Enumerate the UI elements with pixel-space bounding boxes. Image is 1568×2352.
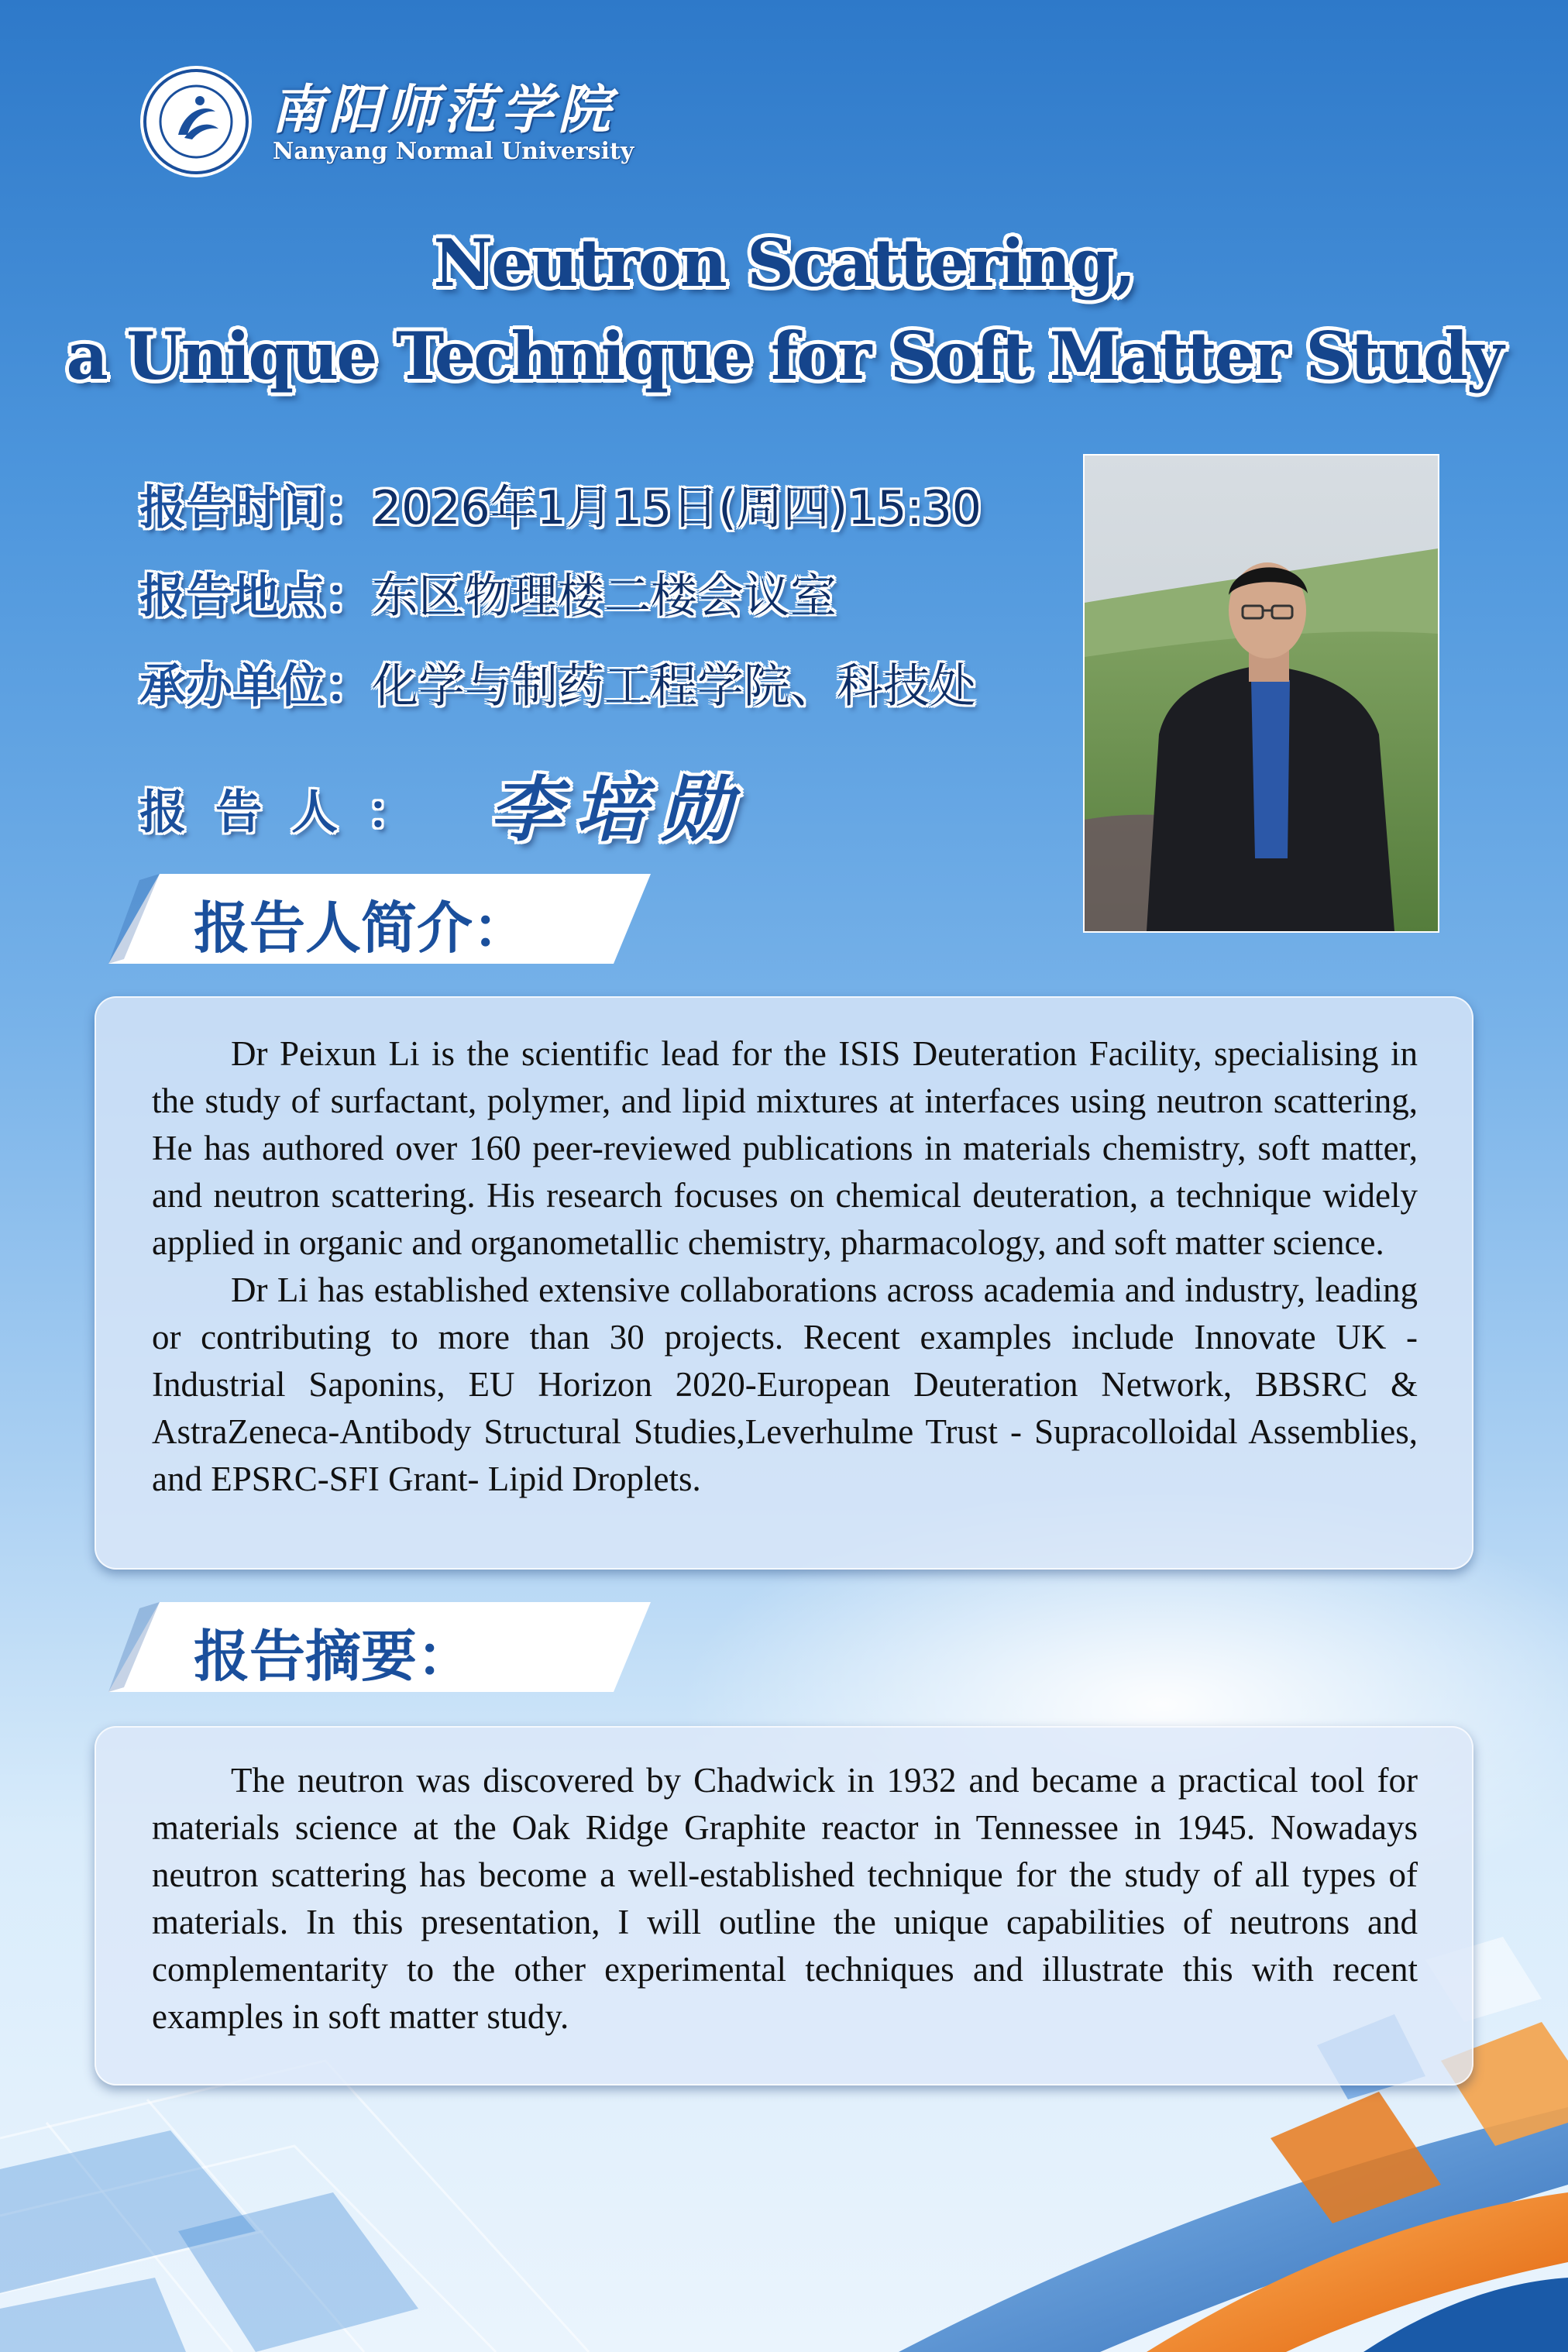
university-name-english: Nanyang Normal University <box>273 138 634 165</box>
time-label: 报告时间： <box>139 481 372 535</box>
abstract-heading <box>108 1602 651 1692</box>
info-time-row <box>139 471 982 538</box>
place-label: 报告地点： <box>139 569 372 624</box>
bio-paragraph-1: Dr Peixun Li is the scientific lead for the ISIS Deuteration Facility, specialising in the study of surfactant, polymer, and lipid mixtures at interfaces using neutron scattering, He has authored over 160 peer-reviewed publications in materials chemistry, soft matter, and neutron scattering. His research focuses on chemical deuteration, a technique widely applied in organic and organometallic chemistry, pharmacology, and soft matter science. <box>152 1034 1418 1262</box>
bio-paragraph-2: Dr Li has established extensive collaborations across academia and industry, leading or contributing to more than 30 projects. Recent examples include Innovate UK - Industrial Saponins, EU Horizon 2020-European Deuteration Network, BBSRC & AstraZeneca-Antibody Structural Studies,Leverhulme Trust - Supracolloidal Assemblies, and EPSRC-SFI Grant- Lipid Droplets. <box>152 1271 1418 1498</box>
time-value: 2026年1月15日(周四)15:30 <box>372 481 982 535</box>
speaker-intro-heading-text: 报告人简介： <box>194 896 529 961</box>
speaker-photo <box>1083 454 1439 933</box>
abstract-panel <box>95 1726 1473 2086</box>
university-name-chinese: 南阳师范学院 <box>271 79 616 141</box>
speaker-intro-heading <box>108 874 651 964</box>
university-seal-logo <box>138 64 254 180</box>
talk-title-line-1: Neutron Scattering, <box>433 225 1135 301</box>
abstract-heading-text: 报告摘要： <box>194 1624 473 1689</box>
info-host-row <box>139 649 976 716</box>
info-speaker-row <box>139 747 745 849</box>
abstract-paragraph: The neutron was discovered by Chadwick in 1932 and became a practical tool for materials science at the Oak Ridge Graphite reactor in Tennessee in 1945. Nowadays neutron scattering has become a well-established technique for the study of all types of materials. In this presentation, I will outline the unique capabilities of neutrons and complementarity to the other experimental techniques and illustrate this with recent examples in soft matter study. <box>152 1761 1418 2036</box>
speaker-bio-panel <box>95 996 1473 1570</box>
talk-title-line-2: a Unique Technique for Soft Matter Study <box>66 318 1502 394</box>
host-value: 化学与制药工程学院、科技处 <box>372 659 976 714</box>
place-value: 东区物理楼二楼会议室 <box>372 569 837 624</box>
info-place-row <box>139 559 837 626</box>
speaker-label: 报告人： <box>139 786 443 840</box>
speaker-name: 李培勋 <box>490 768 746 851</box>
host-label: 承办单位： <box>139 659 372 714</box>
